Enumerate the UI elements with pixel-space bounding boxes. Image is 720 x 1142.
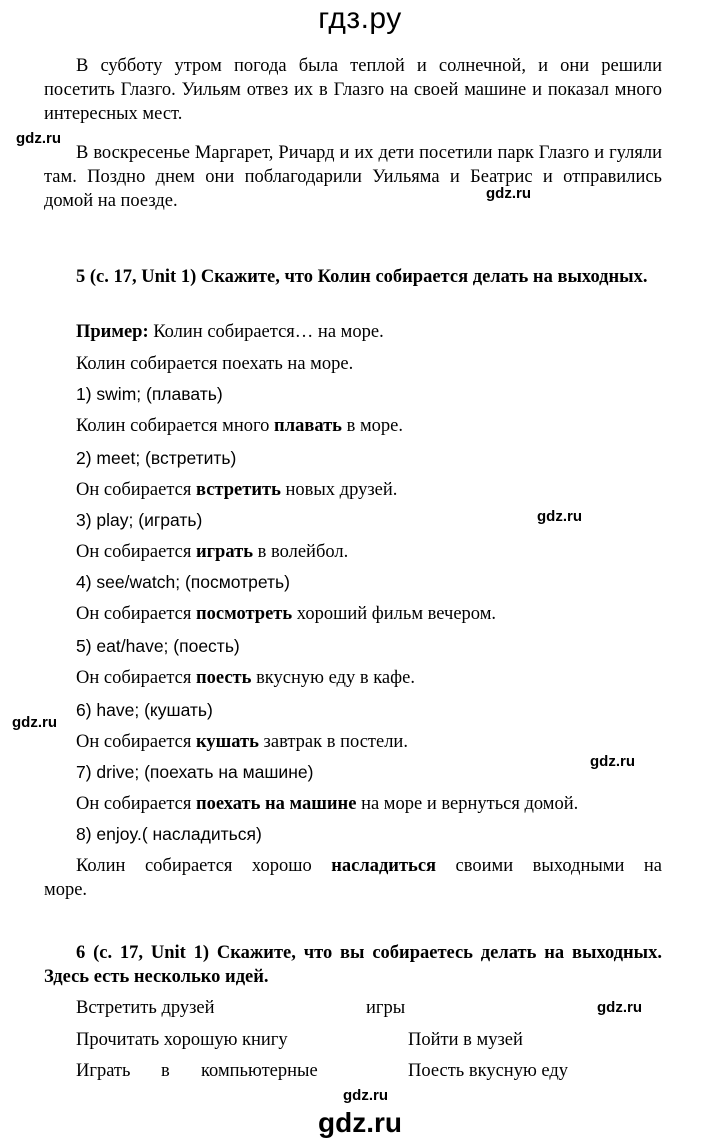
idea-meet-friends: Встретить друзей: [76, 998, 215, 1018]
item-4-prompt: 4) see/watch; (посмотреть): [76, 572, 290, 592]
site-header: гдз.ру: [318, 2, 402, 35]
watermark: gdz.ru: [590, 753, 635, 770]
item-4-answer: Он собирается посмотреть хороший фильм вечером.: [76, 604, 497, 624]
idea-play-word: Играть: [76, 1061, 131, 1081]
item-1-prompt: 1) swim; (плавать): [76, 384, 223, 404]
watermark: gdz.ru: [343, 1087, 388, 1104]
example-label: Пример:: [76, 322, 149, 342]
idea-games: игры: [366, 998, 406, 1018]
item-8-prompt: 8) enjoy.( насладиться): [76, 824, 262, 844]
item-8-answer-continuation: море.: [44, 880, 88, 900]
watermark: gdz.ru: [12, 714, 57, 731]
example-text: Колин собирается… на море.: [148, 322, 384, 342]
item-2-prompt: 2) meet; (встретить): [76, 448, 237, 468]
item-3-answer: Он собирается играть в волейбол.: [76, 542, 349, 562]
watermark: gdz.ru: [537, 508, 582, 525]
item-6-prompt: 6) have; (кушать): [76, 700, 213, 720]
item-3-prompt: 3) play; (играть): [76, 510, 203, 530]
item-6-answer: Он собирается кушать завтрак в постели.: [76, 732, 408, 752]
intro-paragraph-1: В субботу утром погода была теплой и солнечной, и они решили посетить Глазго. Уильям отвез их в Глазго на своей машине и показал много интересных мест.: [44, 56, 662, 124]
idea-museum: Пойти в музей: [408, 1030, 523, 1050]
watermark: gdz.ru: [597, 999, 642, 1016]
item-7-answer: Он собирается поехать на машине на море и вернуться домой.: [76, 794, 579, 814]
watermark: gdz.ru: [486, 185, 531, 202]
item-8-answer: Колин собирается хорошо насладиться своими выходными на: [76, 856, 662, 876]
idea-computer: компьютерные: [201, 1061, 318, 1081]
item-5-answer: Он собирается поесть вкусную еду в кафе.: [76, 668, 415, 688]
idea-read-book: Прочитать хорошую книгу: [76, 1030, 288, 1050]
idea-tasty-food: Поесть вкусную еду: [408, 1061, 569, 1081]
exercise-5-heading: 5 (с. 17, Unit 1) Скажите, что Колин собирается делать на выходных.: [76, 267, 648, 287]
intro-paragraph-2: В воскресенье Маргарет, Ричард и их дети посетили парк Глазго и гуляли там. Поздно днем они поблагодарили Уильяма и Беатрис и отправились домой на поезде.: [44, 143, 662, 211]
watermark: gdz.ru: [16, 130, 61, 147]
example-line: [76, 320, 384, 344]
item-2-answer: Он собирается встретить новых друзей.: [76, 480, 398, 500]
site-footer: gdz.ru: [318, 1107, 402, 1138]
exercise-6-heading: 6 (с. 17, Unit 1) Скажите, что вы собираетесь делать на выходных. Здесь есть несколько идей.: [44, 943, 662, 987]
item-7-prompt: 7) drive; (поехать на машине): [76, 762, 314, 782]
example-answer: Колин собирается поехать на море.: [76, 354, 354, 374]
item-1-answer: Колин собирается много плавать в море.: [76, 416, 403, 436]
item-5-prompt: 5) eat/have; (поесть): [76, 636, 240, 656]
idea-play-in: в: [161, 1061, 170, 1081]
